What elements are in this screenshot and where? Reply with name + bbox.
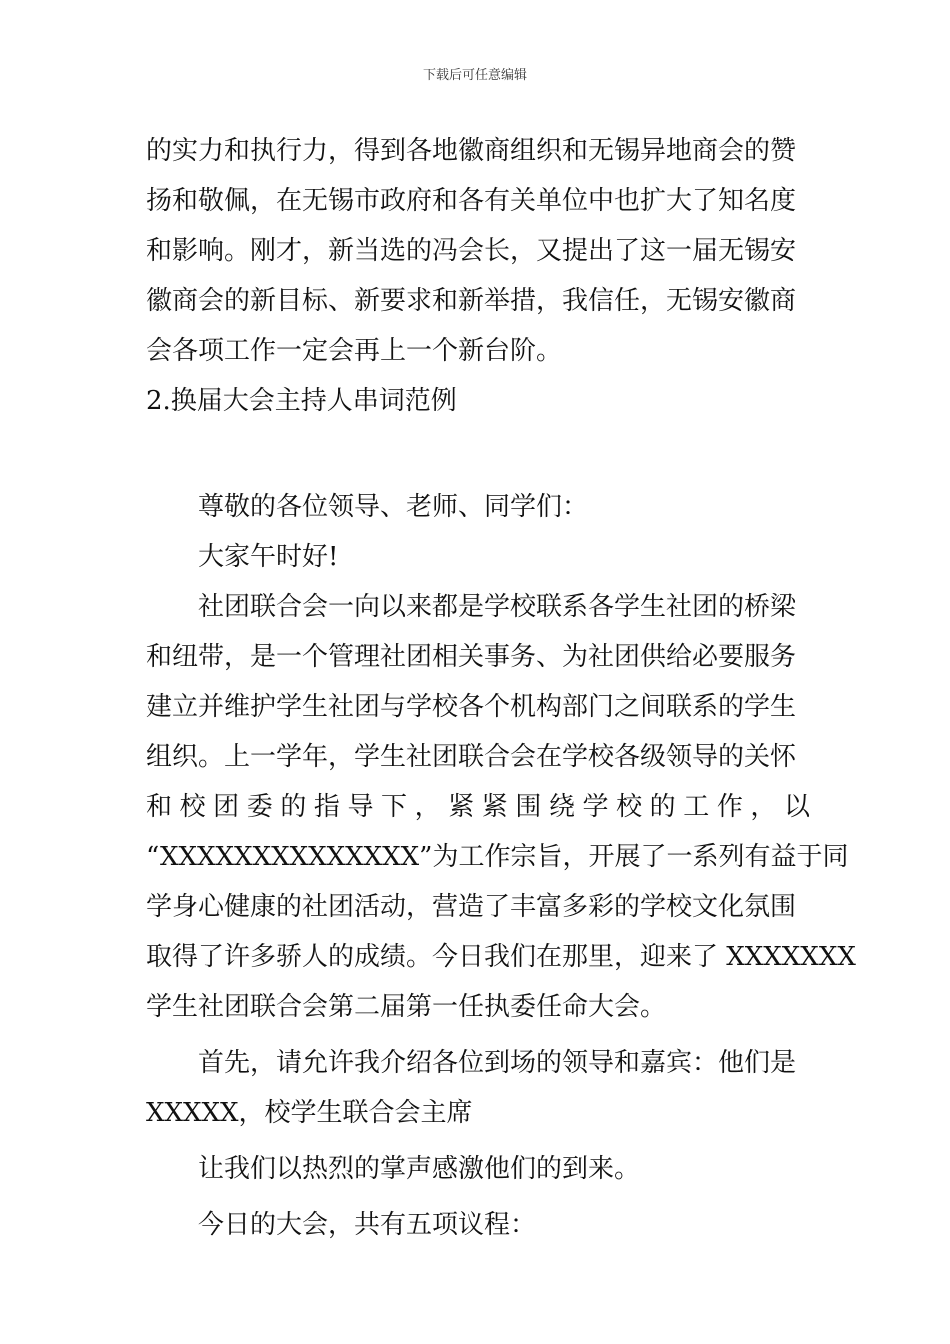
section-heading: 2.换届大会主持人串词范例 (146, 386, 457, 416)
paragraph-line: 今日的大会，共有五项议程： (198, 1210, 537, 1240)
greeting: 大家午时好! (198, 542, 339, 572)
paragraph-line: 组织。上一学年，学生社团联合会在学校各级领导的关怀 (146, 742, 797, 772)
paragraph-line: XXXXX，校学生联合会主席 (146, 1098, 473, 1128)
paragraph-line: 首先，请允许我介绍各位到场的领导和嘉宾：他们是 (198, 1048, 797, 1078)
paragraph-line: 建立并维护学生社团与学校各个机构部门之间联系的学生 (146, 692, 797, 722)
paragraph-line: 社团联合会一向以来都是学校联系各学生社团的桥梁 (198, 592, 797, 622)
text-line: 的实力和执行力，得到各地徽商组织和无锡异地商会的赞 (146, 136, 797, 166)
page-header: 下载后可任意编辑 (422, 68, 527, 83)
paragraph-line: “XXXXXXXXXXXXXX”为工作宗旨，开展了一系列有益于同 (146, 842, 849, 872)
text-line: 和影响。刚才，新当选的冯会长，又提出了这一届无锡安 (146, 236, 797, 266)
text-line: 扬和敬佩，在无锡市政府和各有关单位中也扩大了知名度 (146, 186, 797, 216)
paragraph-line: 取得了许多骄人的成绩。今日我们在那里，迎来了 XXXXXXX (146, 942, 856, 972)
paragraph-line: 学生社团联合会第二届第一任执委任命大会。 (146, 992, 667, 1022)
paragraph-line: 学身心健康的社团活动，营造了丰富多彩的学校文化氛围 (146, 892, 797, 922)
text-line: 徽商会的新目标、新要求和新举措，我信任，无锡安徽商 (146, 286, 797, 316)
text-line: 会各项工作一定会再上一个新台阶。 (146, 336, 563, 366)
document-body (146, 126, 856, 1250)
paragraph-line: 和纽带，是一个管理社团相关事务、为社团供给必要服务 (146, 642, 797, 672)
blank-line (146, 426, 810, 476)
paragraph-line: 和校团委的指导下，紧紧围绕学校的工作，以 (146, 792, 810, 822)
salutation: 尊敬的各位领导、老师、同学们： (198, 492, 589, 522)
paragraph-line: 让我们以热烈的掌声感激他们的到来。 (198, 1154, 641, 1184)
